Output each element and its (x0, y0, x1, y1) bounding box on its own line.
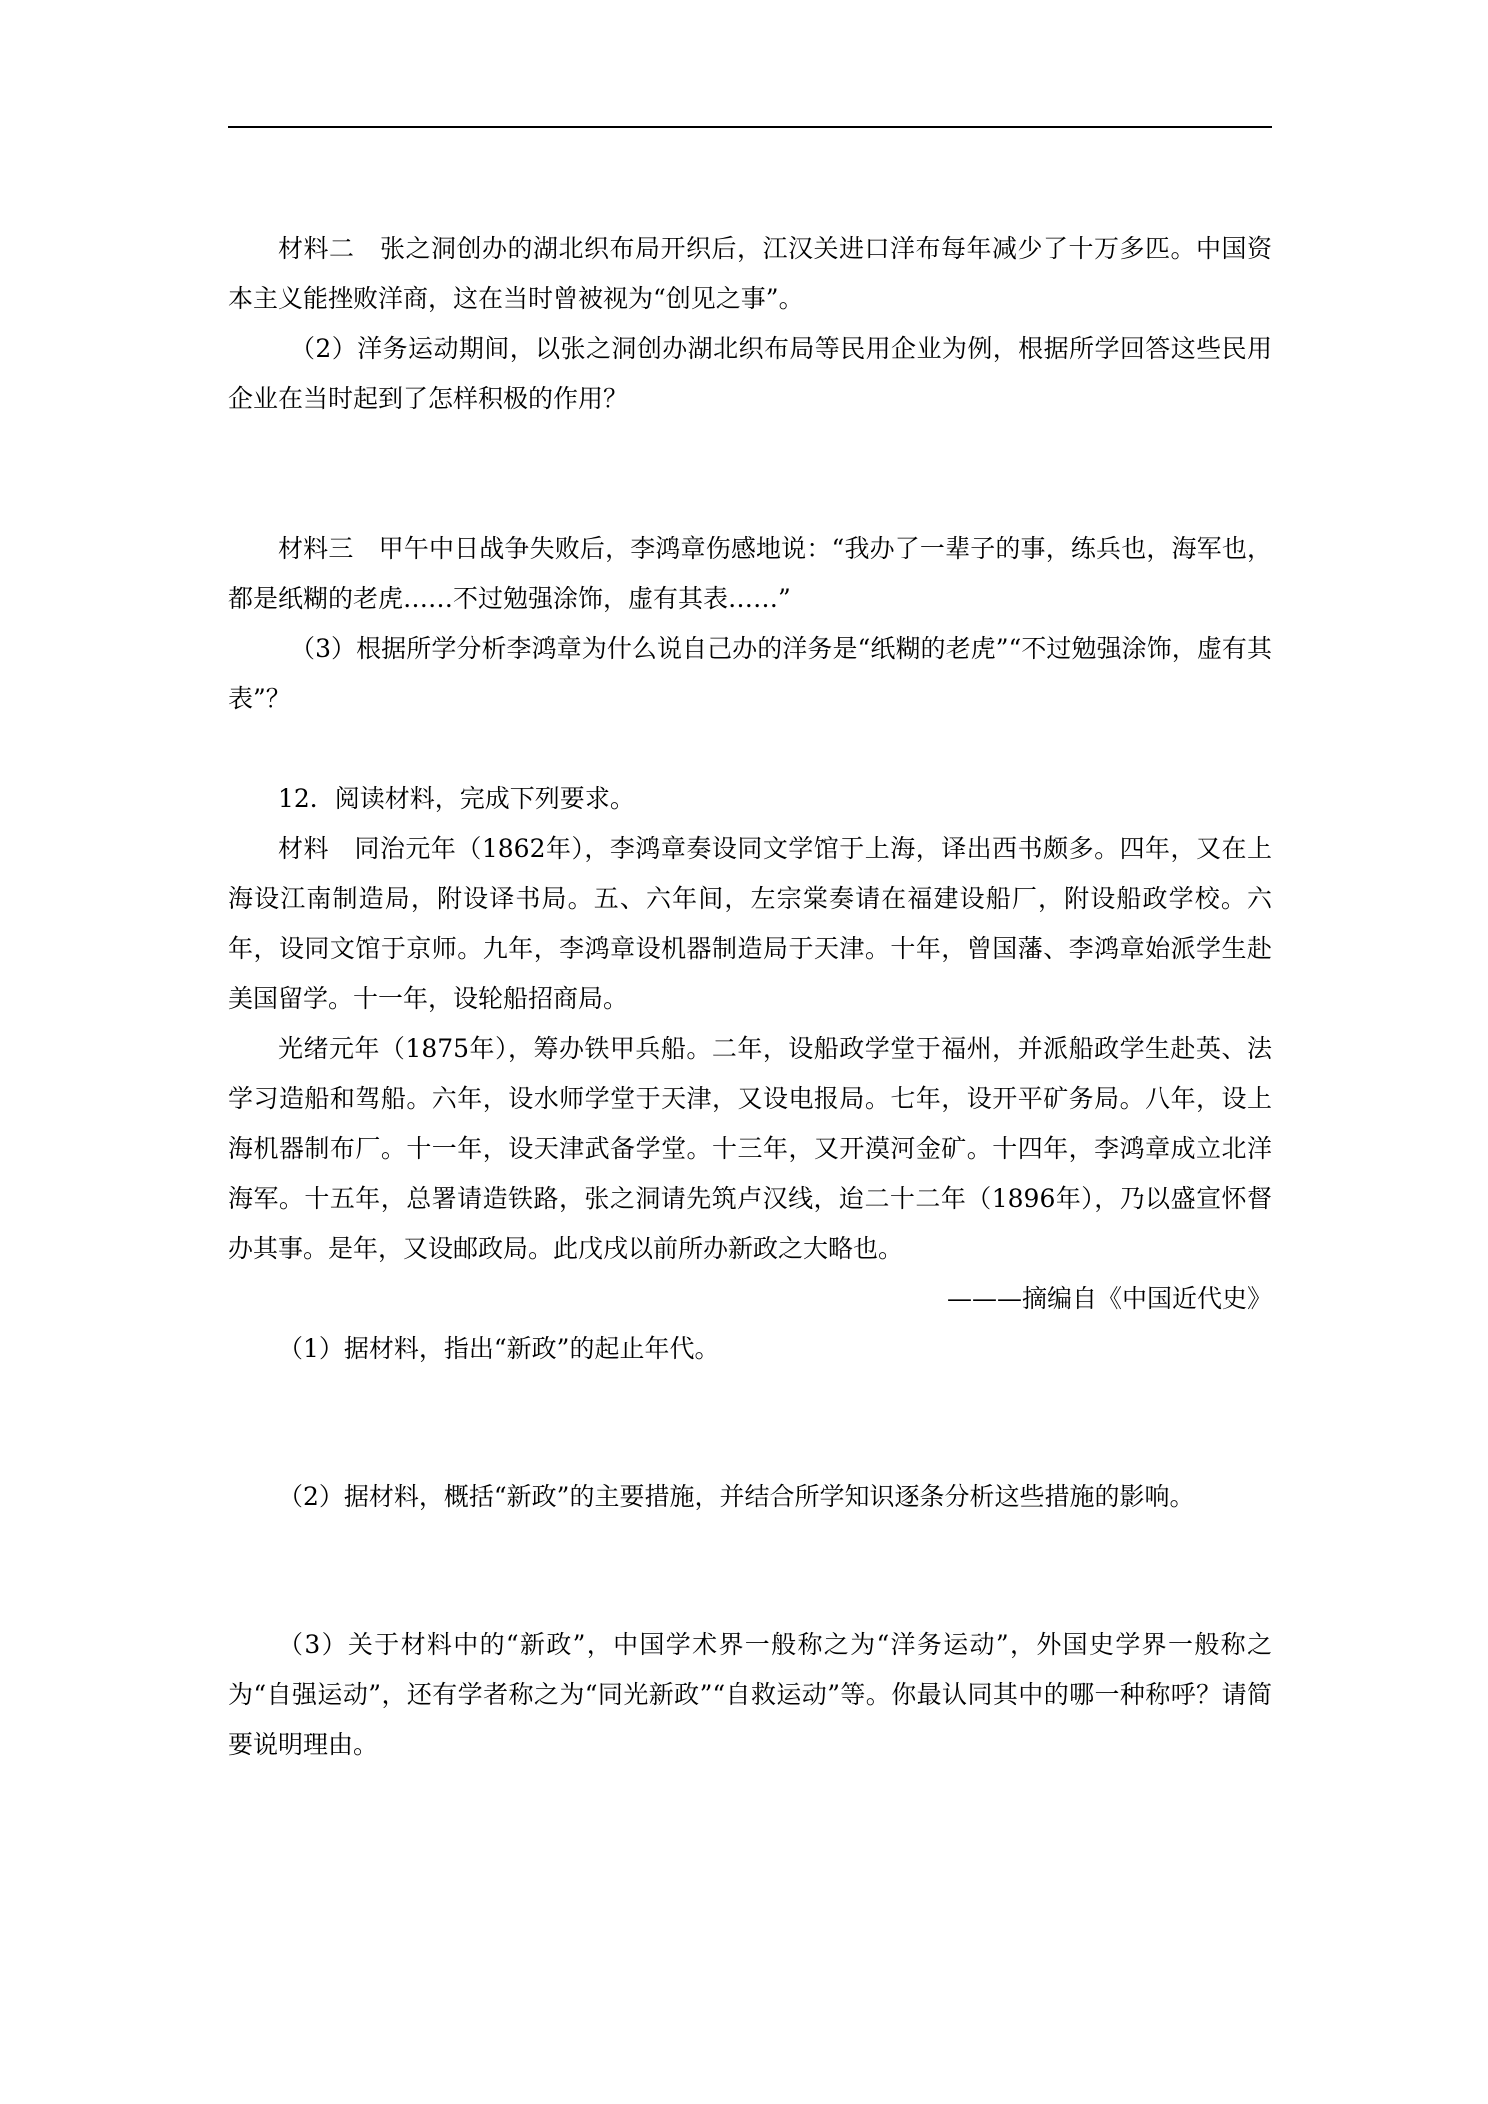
material-two-text: 材料二 张之洞创办的湖北织布局开织后，江汉关进口洋布每年减少了十万多匹。中国资本主义能挫败洋商，这在当时曾被视为“创见之事”。 (228, 234, 1272, 313)
material-source: ———摘编自《中国近代史》 (946, 1284, 1272, 1313)
material-paragraph-1: 材料 同治元年（1862年），李鸿章奏设同文学馆于上海，译出西书颇多。四年，又在上海设江南制造局，附设译书局。五、六年间，左宗棠奏请在福建设船厂，附设船政学校。六年，设同文馆于京师。九年，李鸿章设机器制造局于天津。十年，曾国藩、李鸿章始派学生赴美国留学。十一年，设轮船招商局。 (228, 834, 1272, 1013)
header-rule (228, 126, 1272, 128)
question-12-title: 12．阅读材料，完成下列要求。 (278, 784, 635, 813)
question-12-2: （2）据材料，概括“新政”的主要措施，并结合所学知识逐条分析这些措施的影响。 (278, 1482, 1195, 1511)
question-2-text: （2）洋务运动期间，以张之洞创办湖北织布局等民用企业为例，根据所学回答这些民用企业在当时起到了怎样积极的作用？ (228, 334, 1272, 413)
answer-space (228, 424, 1272, 524)
question-12-3: （3）关于材料中的“新政”，中国学术界一般称之为“洋务运动”，外国史学界一般称之为“自强运动”，还有学者称之为“同光新政”“自救运动”等。你最认同其中的哪一种称呼？请简要说明理由。 (228, 1630, 1272, 1759)
material-three-text: 材料三 甲午中日战争失败后，李鸿章伤感地说：“我办了一辈子的事，练兵也，海军也，都是纸糊的老虎……不过勉强涂饰，虚有其表……” (228, 534, 1272, 613)
question-12-1: （1）据材料，指出“新政”的起止年代。 (278, 1334, 720, 1363)
answer-space (228, 1374, 1272, 1472)
question-3-text: （3）根据所学分析李鸿章为什么说自己办的洋务是“纸糊的老虎”“不过勉强涂饰，虚有其表”？ (228, 634, 1272, 713)
document-body (228, 224, 1272, 1770)
answer-space (228, 1522, 1272, 1620)
answer-space (228, 724, 1272, 774)
material-paragraph-2: 光绪元年（1875年），筹办铁甲兵船。二年，设船政学堂于福州，并派船政学生赴英、法学习造船和驾船。六年，设水师学堂于天津，又设电报局。七年，设开平矿务局。八年，设上海机器制布厂。十一年，设天津武备学堂。十三年，又开漠河金矿。十四年，李鸿章成立北洋海军。十五年，总署请造铁路，张之洞请先筑卢汉线，迨二十二年（1896年），乃以盛宣怀督办其事。是年，又设邮政局。此戊戌以前所办新政之大略也。 (228, 1034, 1272, 1263)
